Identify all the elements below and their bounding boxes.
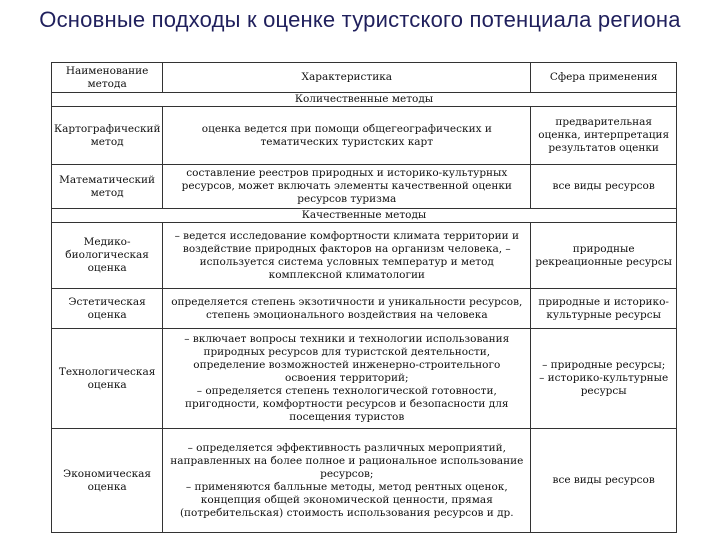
slide-title: Основные подходы к оценке туристского потенциала региона [39, 7, 681, 32]
table-row [52, 107, 677, 165]
method-characteristic: составление реестров природных и историко-культурных ресурсов, может включать элементы качественной оценки ресурсов туризма [163, 165, 531, 209]
table-header-row [52, 63, 677, 93]
method-characteristic-cell [163, 329, 531, 429]
method-scope: природные рекреационные ресурсы [531, 223, 677, 289]
method-scope: – природные ресурсы; [542, 359, 666, 371]
section-quantitative: Количественные методы [52, 93, 677, 107]
method-characteristic: оценка ведется при помощи общегеографических и тематических туристских карт [163, 107, 531, 165]
table-row [52, 223, 677, 289]
method-characteristic-cell [163, 429, 531, 533]
header-characteristic: Характеристика [163, 63, 531, 93]
section-qualitative: Качественные методы [52, 209, 677, 223]
methods-table [51, 62, 677, 533]
table-row [52, 289, 677, 329]
method-name: Экономическая оценка [52, 429, 163, 533]
section-row-quantitative [52, 93, 677, 107]
method-name: Эстетическая оценка [52, 289, 163, 329]
method-name: Технологическая оценка [52, 329, 163, 429]
method-characteristic: определяется степень экзотичности и уникальности ресурсов, степень эмоционального воздействия на человека [163, 289, 531, 329]
table-row [52, 329, 677, 429]
method-name: Математический метод [52, 165, 163, 209]
method-scope-cell [531, 329, 677, 429]
header-method: Наименование метода [52, 63, 163, 93]
method-characteristic: – определяется эффективность различных мероприятий, направленных на более полное и рациональное использование ресурсов; [170, 441, 524, 480]
table-row [52, 429, 677, 533]
method-characteristic: – применяются балльные методы, метод рентных оценок, концепция общей экономической ценности, прямая (потребительская) стоимость использования ресурсов и др. [179, 480, 514, 519]
header-scope: Сфера применения [531, 63, 677, 93]
method-scope: все виды ресурсов [531, 429, 677, 533]
method-characteristic: – включает вопросы техники и технологии использования природных ресурсов для туристской деятельности, определение возможностей инженерно-строительного освоения территорий; [184, 333, 510, 384]
method-scope: природные и историко-культурные ресурсы [531, 289, 677, 329]
section-row-qualitative [52, 209, 677, 223]
method-scope: все виды ресурсов [531, 165, 677, 209]
method-scope: предварительная оценка, интерпретация результатов оценки [531, 107, 677, 165]
method-name: Картографический метод [52, 107, 163, 165]
method-scope: – историко-культурные ресурсы [539, 372, 669, 397]
table-row [52, 165, 677, 209]
method-characteristic: – определяется степень технологической готовности, пригодности, комфортности ресурсов и безопасности для посещения туристов [185, 385, 509, 423]
method-name: Медико-биологическая оценка [52, 223, 163, 289]
method-characteristic: – ведется исследование комфортности климата территории и воздействие природных факторов на организм человека, – используется система условных температур и метод комплексной климатологии [163, 223, 531, 289]
